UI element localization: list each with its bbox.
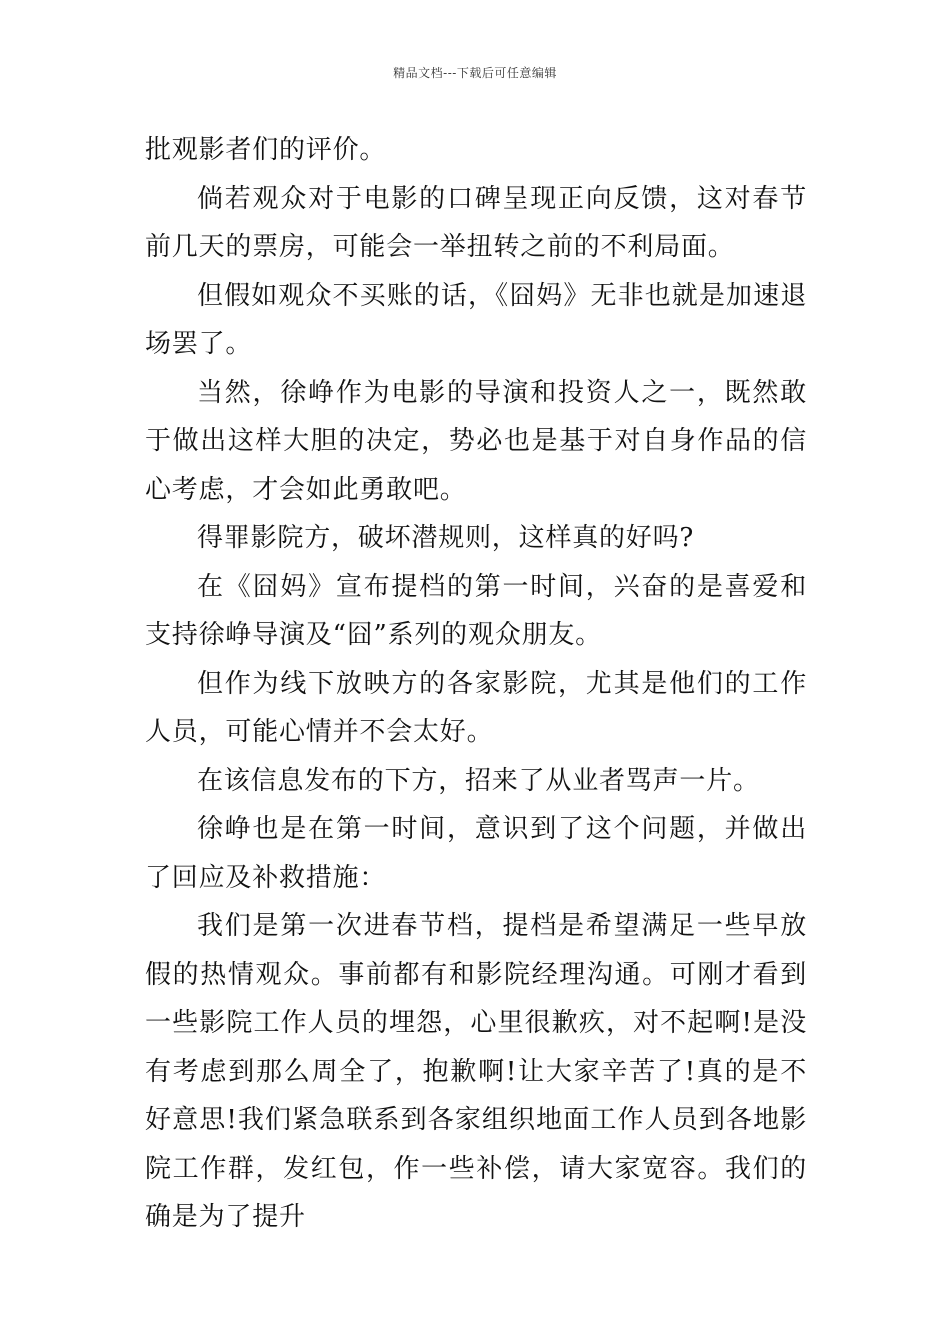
paragraph: 但作为线下放映方的各家影院，尤其是他们的工作人员，可能心情并不会太好。 bbox=[145, 668, 807, 747]
paragraph: 我们是第一次进春节档，提档是希望满足一些早放假的热情观众。事前都有和影院经理沟通。可刚才看到一些影院工作人员的埋怨，心里很歉疚，对不起啊!是没有考虑到那么周全了，抱歉啊!让大家辛苦了!真的是不好意思!我们紧急联系到各家组织地面工作人员到各地影院工作群，发红包，作一些补偿，请大家宽容。我们的确是为了提升 bbox=[145, 911, 807, 1232]
paragraph-continued: 批观影者们的评价。 bbox=[145, 135, 387, 165]
paragraph: 得罪影院方，破坏潜规则，这样真的好吗? bbox=[197, 523, 695, 553]
paragraph: 倘若观众对于电影的口碑呈现正向反馈，这对春节前几天的票房，可能会一举扭转之前的不利局面。 bbox=[145, 183, 807, 262]
paragraph: 徐峥也是在第一时间，意识到了这个问题，并做出了回应及补救措施： bbox=[145, 814, 807, 893]
document-body bbox=[145, 126, 807, 1242]
page-header: 精品文档---下载后可任意编辑 bbox=[393, 66, 557, 80]
paragraph: 在《囧妈》宣布提档的第一时间，兴奋的是喜爱和支持徐峥导演及“囧”系列的观众朋友。 bbox=[145, 571, 807, 650]
paragraph: 在该信息发布的下方，招来了从业者骂声一片。 bbox=[197, 765, 760, 796]
paragraph: 当然，徐峥作为电影的导演和投资人之一，既然敢于做出这样大胆的决定，势必也是基于对自身作品的信心考虑，才会如此勇敢吧。 bbox=[145, 377, 807, 505]
paragraph: 但假如观众不买账的话，《囧妈》无非也就是加速退场罢了。 bbox=[145, 280, 807, 359]
